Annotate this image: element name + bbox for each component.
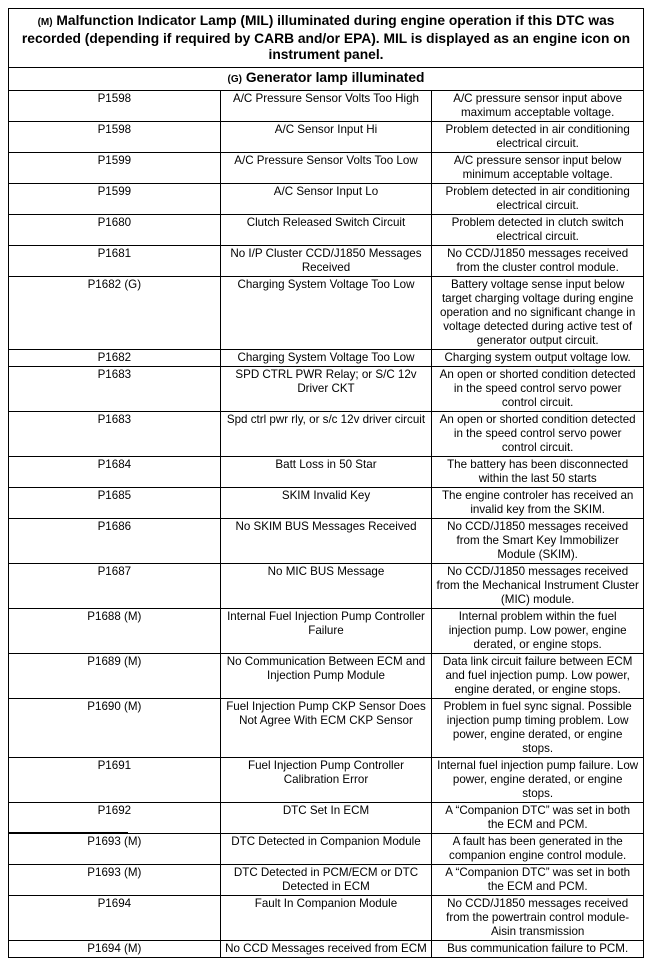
dtc-table-body [9,9,644,958]
dtc-code-cell: P1688 (M) [9,609,221,654]
table-row [9,457,644,488]
dtc-name-cell: Charging System Voltage Too Low [220,350,432,367]
dtc-name-cell: Fuel Injection Pump CKP Sensor Does Not Agree With ECM CKP Sensor [220,699,432,758]
dtc-code-cell: P1681 [9,246,221,277]
dtc-code-cell: P1694 [9,896,221,941]
dtc-code-cell: P1599 [9,184,221,215]
table-row [9,215,644,246]
table-row [9,246,644,277]
dtc-code-cell: P1693 (M) [9,834,221,865]
dtc-name-cell: No MIC BUS Message [220,564,432,609]
generator-header-row [9,68,644,91]
dtc-description-cell: No CCD/J1850 messages received from the cluster control module. [432,246,644,277]
dtc-description-cell: A “Companion DTC” was set in both the ECM and PCM. [432,803,644,834]
dtc-description-cell: Battery voltage sense input below target charging voltage during engine operation and no significant change in voltage detected during active test of generator output circuit. [432,277,644,350]
dtc-code-cell: P1598 [9,122,221,153]
dtc-table [8,8,644,958]
generator-header-cell [9,68,644,91]
dtc-name-cell: A/C Pressure Sensor Volts Too Low [220,153,432,184]
dtc-name-cell: SKIM Invalid Key [220,488,432,519]
dtc-description-cell: Problem detected in air conditioning electrical circuit. [432,184,644,215]
dtc-description-cell: Problem detected in air conditioning electrical circuit. [432,122,644,153]
dtc-name-cell: A/C Sensor Input Hi [220,122,432,153]
dtc-name-cell: A/C Sensor Input Lo [220,184,432,215]
dtc-description-cell: Internal problem within the fuel injection pump. Low power, engine derated, or engine stops. [432,609,644,654]
dtc-description-cell: Charging system output voltage low. [432,350,644,367]
table-row [9,153,644,184]
table-row [9,865,644,896]
table-row [9,896,644,941]
table-row [9,367,644,412]
table-row [9,184,644,215]
bottom-rule [8,832,128,833]
dtc-name-cell: Charging System Voltage Too Low [220,277,432,350]
dtc-name-cell: DTC Detected in Companion Module [220,834,432,865]
dtc-name-cell: No I/P Cluster CCD/J1850 Messages Received [220,246,432,277]
dtc-description-cell: Bus communication failure to PCM. [432,941,644,958]
dtc-code-cell: P1689 (M) [9,654,221,699]
generator-tag: (G) [227,74,242,85]
dtc-description-cell: No CCD/J1850 messages received from the Smart Key Immobilizer Module (SKIM). [432,519,644,564]
dtc-description-cell: A “Companion DTC” was set in both the ECM and PCM. [432,865,644,896]
dtc-code-cell: P1599 [9,153,221,184]
dtc-name-cell: DTC Detected in PCM/ECM or DTC Detected in ECM [220,865,432,896]
table-row [9,91,644,122]
table-row [9,412,644,457]
mil-header-cell [9,9,644,68]
table-row [9,803,644,834]
dtc-code-cell: P1685 [9,488,221,519]
dtc-name-cell: DTC Set In ECM [220,803,432,834]
table-row [9,941,644,958]
dtc-code-cell: P1694 (M) [9,941,221,958]
dtc-code-cell: P1684 [9,457,221,488]
dtc-name-cell: No CCD Messages received from ECM [220,941,432,958]
dtc-name-cell: Fault In Companion Module [220,896,432,941]
dtc-description-cell: A fault has been generated in the companion engine control module. [432,834,644,865]
dtc-description-cell: Data link circuit failure between ECM and fuel injection pump. Low power, engine derated, or engine stops. [432,654,644,699]
dtc-code-cell: P1598 [9,91,221,122]
dtc-description-cell: Problem detected in clutch switch electrical circuit. [432,215,644,246]
dtc-description-cell: The engine controler has received an invalid key from the SKIM. [432,488,644,519]
dtc-description-cell: Problem in fuel sync signal. Possible injection pump timing problem. Low power, engine derated, or engine stops. [432,699,644,758]
table-row [9,609,644,654]
dtc-code-cell: P1683 [9,412,221,457]
dtc-description-cell: An open or shorted condition detected in the speed control servo power control circuit. [432,367,644,412]
dtc-description-cell: A/C pressure sensor input above maximum acceptable voltage. [432,91,644,122]
dtc-description-cell: The battery has been disconnected within the last 50 starts [432,457,644,488]
dtc-description-cell: An open or shorted condition detected in the speed control servo power control circuit. [432,412,644,457]
dtc-code-cell: P1691 [9,758,221,803]
table-row [9,564,644,609]
dtc-code-cell: P1687 [9,564,221,609]
dtc-code-cell: P1692 [9,803,221,834]
table-row [9,834,644,865]
dtc-description-cell: No CCD/J1850 messages received from the powertrain control module-Aisin transmission [432,896,644,941]
dtc-name-cell: Clutch Released Switch Circuit [220,215,432,246]
dtc-name-cell: A/C Pressure Sensor Volts Too High [220,91,432,122]
dtc-code-cell: P1683 [9,367,221,412]
dtc-code-cell: P1693 (M) [9,865,221,896]
dtc-code-cell: P1682 (G) [9,277,221,350]
dtc-description-cell: A/C pressure sensor input below minimum acceptable voltage. [432,153,644,184]
table-row [9,758,644,803]
dtc-name-cell: SPD CTRL PWR Relay; or S/C 12v Driver CKT [220,367,432,412]
dtc-code-cell: P1690 (M) [9,699,221,758]
table-row [9,122,644,153]
mil-header-text: Malfunction Indicator Lamp (MIL) illuminated during engine operation if this DTC was recorded (depending if required by CARB and/or EPA). MIL is displayed as an engine icon on instrument panel. [21,13,631,62]
dtc-description-cell: No CCD/J1850 messages received from the Mechanical Instrument Cluster (MIC) module. [432,564,644,609]
dtc-name-cell: Internal Fuel Injection Pump Controller Failure [220,609,432,654]
table-row [9,654,644,699]
table-row [9,350,644,367]
dtc-code-cell: P1686 [9,519,221,564]
dtc-name-cell: No SKIM BUS Messages Received [220,519,432,564]
table-row [9,277,644,350]
table-row [9,488,644,519]
dtc-code-cell: P1682 [9,350,221,367]
table-row [9,519,644,564]
dtc-name-cell: Spd ctrl pwr rly, or s/c 12v driver circuit [220,412,432,457]
dtc-name-cell: Batt Loss in 50 Star [220,457,432,488]
dtc-code-cell: P1680 [9,215,221,246]
dtc-description-cell: Internal fuel injection pump failure. Low power, engine derated, or engine stops. [432,758,644,803]
dtc-name-cell: No Communication Between ECM and Injection Pump Module [220,654,432,699]
mil-header-row [9,9,644,68]
table-row [9,699,644,758]
mil-tag: (M) [37,17,53,28]
dtc-name-cell: Fuel Injection Pump Controller Calibration Error [220,758,432,803]
generator-header-text: Generator lamp illuminated [245,70,425,85]
